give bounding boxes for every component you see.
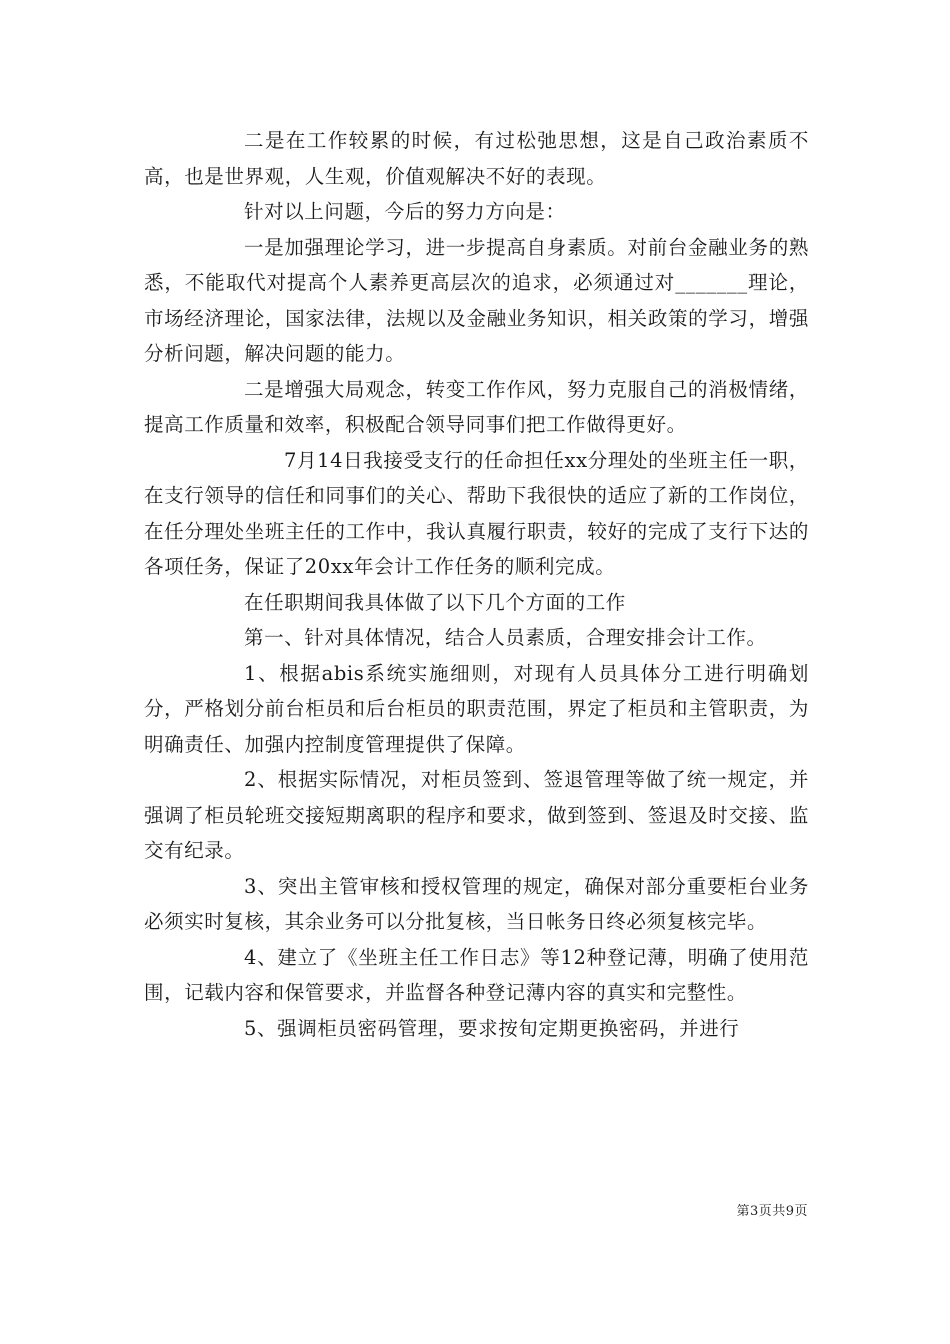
paragraph-11: 4、建立了《坐班主任工作日志》等12种登记薄，明确了使用范围，记载内容和保管要求，并监督各种登记薄内容的真实和完整性。	[144, 945, 809, 1004]
document-body	[144, 123, 809, 1046]
paragraph-3: 一是加强理论学习，进一步提高自身素质。对前台金融业务的熟悉，不能取代对提高个人素养更高层次的追求，必须通过对_______理论，市场经济理论，国家法律，法规以及金融业务知识，相关政策的学习，增强分析问题，解决问题的能力。	[144, 235, 809, 365]
paragraph-10: 3、突出主管审核和授权管理的规定，确保对部分重要柜台业务必须实时复核，其余业务可以分批复核，当日帐务日终必须复核完毕。	[144, 874, 809, 933]
paragraph-12: 5、强调柜员密码管理，要求按旬定期更换密码，并进行	[244, 1016, 740, 1040]
page-number: 第3页共9页	[736, 1204, 808, 1219]
paragraph-9: 2、根据实际情况，对柜员签到、签退管理等做了统一规定，并强调了柜员轮班交接短期离职的程序和要求，做到签到、签退及时交接、监交有纪录。	[144, 768, 809, 862]
paragraph-1: 二是在工作较累的时候，有过松弛思想，这是自己政治素质不高，也是世界观，人生观，价值观解决不好的表现。	[144, 129, 809, 188]
paragraph-6: 在任职期间我具体做了以下几个方面的工作	[244, 590, 626, 614]
paragraph-7: 第一、针对具体情况，结合人员素质，合理安排会计工作。	[244, 626, 767, 649]
paragraph-8: 1、根据abis系统实施细则，对现有人员具体分工进行明确划分，严格划分前台柜员和后台柜员的职责范围，界定了柜员和主管职责，为明确责任、加强内控制度管理提供了保障。	[144, 661, 809, 756]
paragraph-4: 二是增强大局观念，转变工作作风，努力克服自己的消极情绪，提高工作质量和效率，积极配合领导同事们把工作做得更好。	[144, 377, 809, 436]
paragraph-2: 针对以上问题，今后的努力方向是：	[244, 200, 566, 223]
paragraph-5: 7月14日我接受支行的任命担任xx分理处的坐班主任一职，在支行领导的信任和同事们的关心、帮助下我很快的适应了新的工作岗位，在任分理处坐班主任的工作中，我认真履行职责，较好的完成了支行下达的各项任务，保证了20xx年会计工作任务的顺利完成。	[144, 448, 809, 578]
